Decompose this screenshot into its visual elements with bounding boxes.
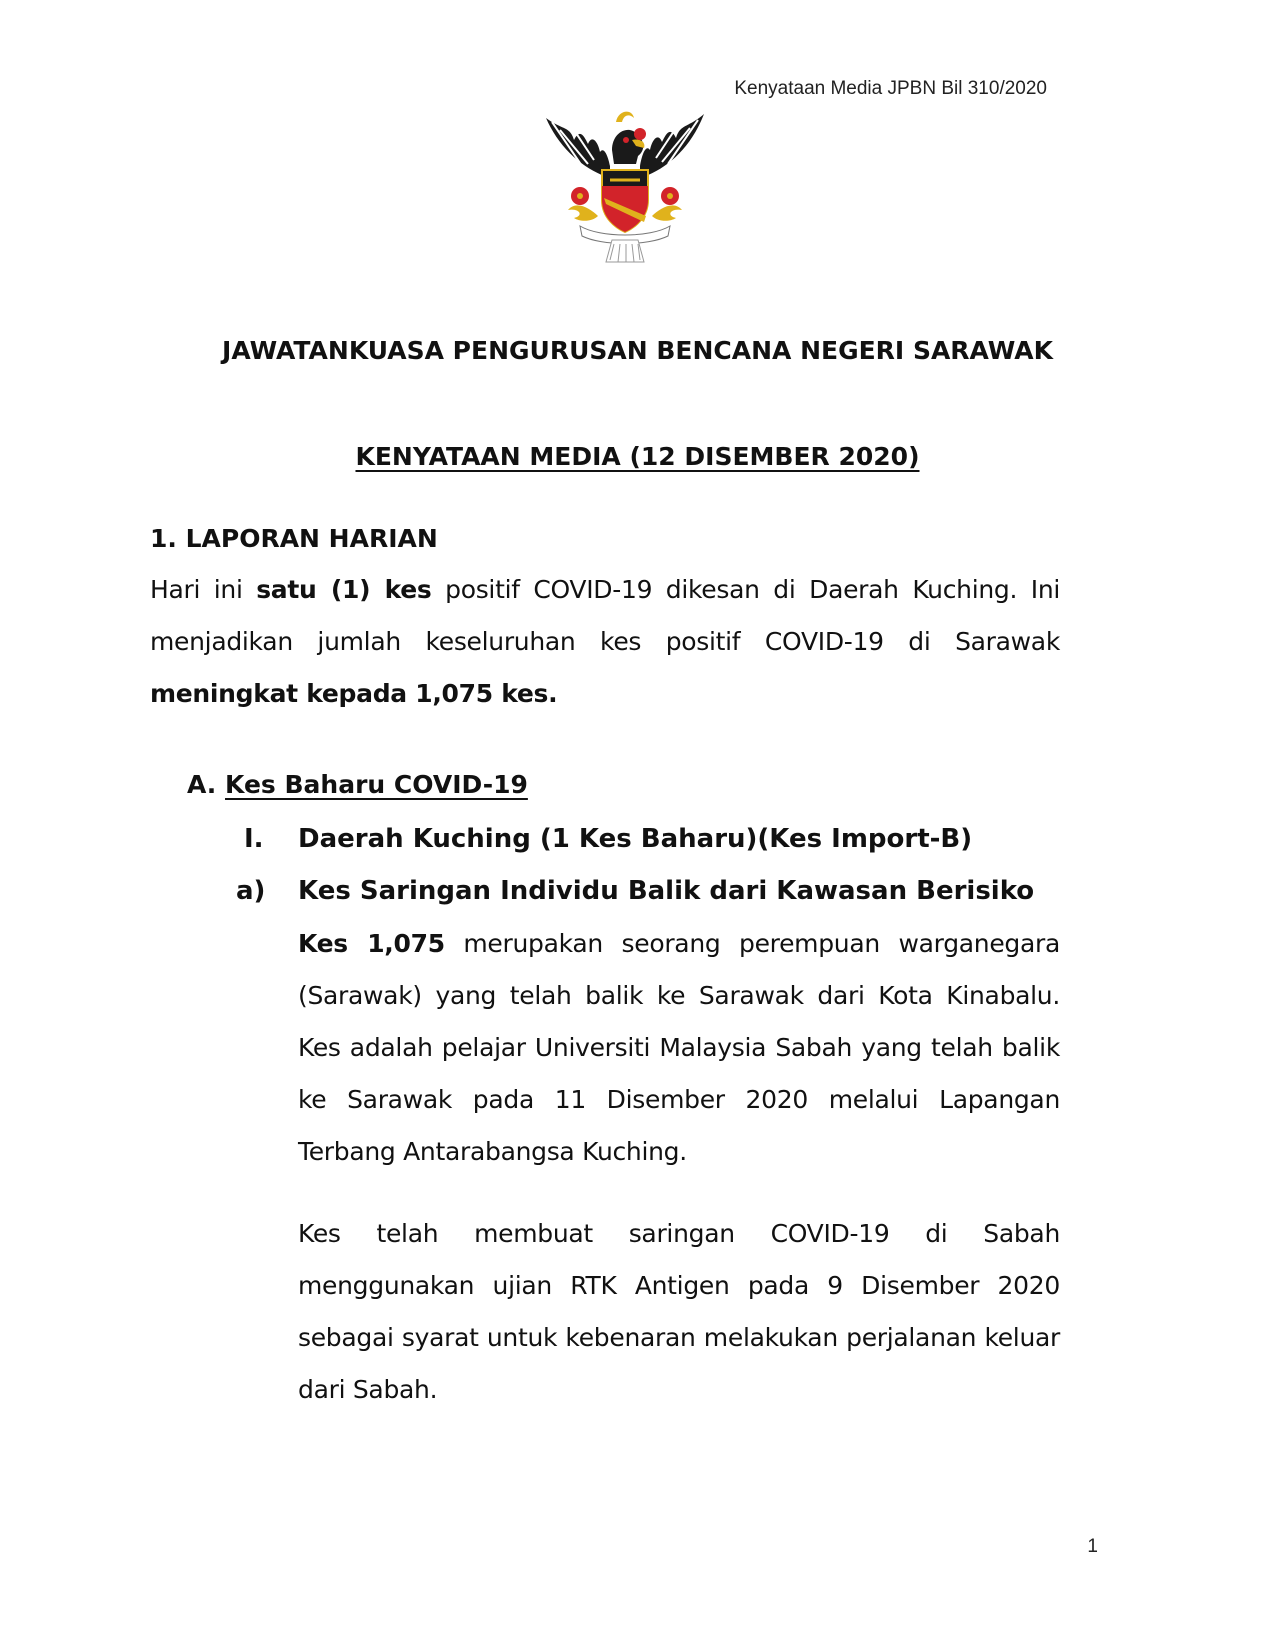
- district-heading: [244, 824, 972, 854]
- item-marker: a): [236, 876, 266, 906]
- page-number: 1: [1087, 1536, 1098, 1557]
- daily-report-text-1: Hari ini: [150, 575, 257, 604]
- document-title: [0, 442, 1275, 471]
- case-number: Kes 1,075: [298, 929, 445, 958]
- daily-report-total: meningkat kepada 1,075 kes.: [150, 679, 558, 708]
- case-description-text: merupakan seorang perempuan warganegara (Sarawak) yang telah balik ke Sarawak dari Kota Kinabalu. Kes adalah pelajar Universiti Malaysia Sabah yang telah balik ke Sarawak pada 11 Disember 2020 melalui Lapangan Terbang Antarabangsa Kuching.: [298, 929, 1060, 1166]
- district-marker: I.: [244, 824, 264, 854]
- subsection-heading-new-cases: [187, 770, 528, 799]
- district-title: Daerah Kuching (1 Kes Baharu)(Kes Import-B): [298, 824, 973, 854]
- media-statement-reference: Kenyataan Media JPBN Bil 310/2020: [734, 78, 1047, 99]
- sarawak-coat-of-arms-icon: [540, 100, 710, 270]
- daily-report-text-2: positif COVID-19 dikesan di Daerah Kuching. Ini menjadikan jumlah keseluruhan kes positif COVID-19 di Sarawak: [150, 575, 1061, 656]
- case-screening-paragraph: Kes telah membuat saringan COVID-19 di Sabah menggunakan ujian RTK Antigen pada 9 Disember 2020 sebagai syarat untuk kebenaran melakukan perjalanan keluar dari Sabah.: [298, 1219, 1060, 1404]
- item-title: Kes Saringan Individu Balik dari Kawasan Berisiko: [298, 876, 1035, 906]
- section-heading-daily-report: 1. LAPORAN HARIAN: [150, 524, 438, 553]
- document-title-text: KENYATAAN MEDIA (12 DISEMBER 2020): [355, 442, 920, 471]
- subsection-title: Kes Baharu COVID-19: [225, 770, 528, 799]
- daily-report-paragraph: [150, 564, 1060, 720]
- organization-title: JAWATANKUASA PENGURUSAN BENCANA NEGERI SARAWAK: [222, 336, 1053, 365]
- subsection-marker: A.: [187, 770, 226, 799]
- item-heading: [236, 876, 1034, 906]
- daily-report-case-count: satu (1) kes: [256, 575, 432, 604]
- case-description-paragraph: [298, 918, 1060, 1178]
